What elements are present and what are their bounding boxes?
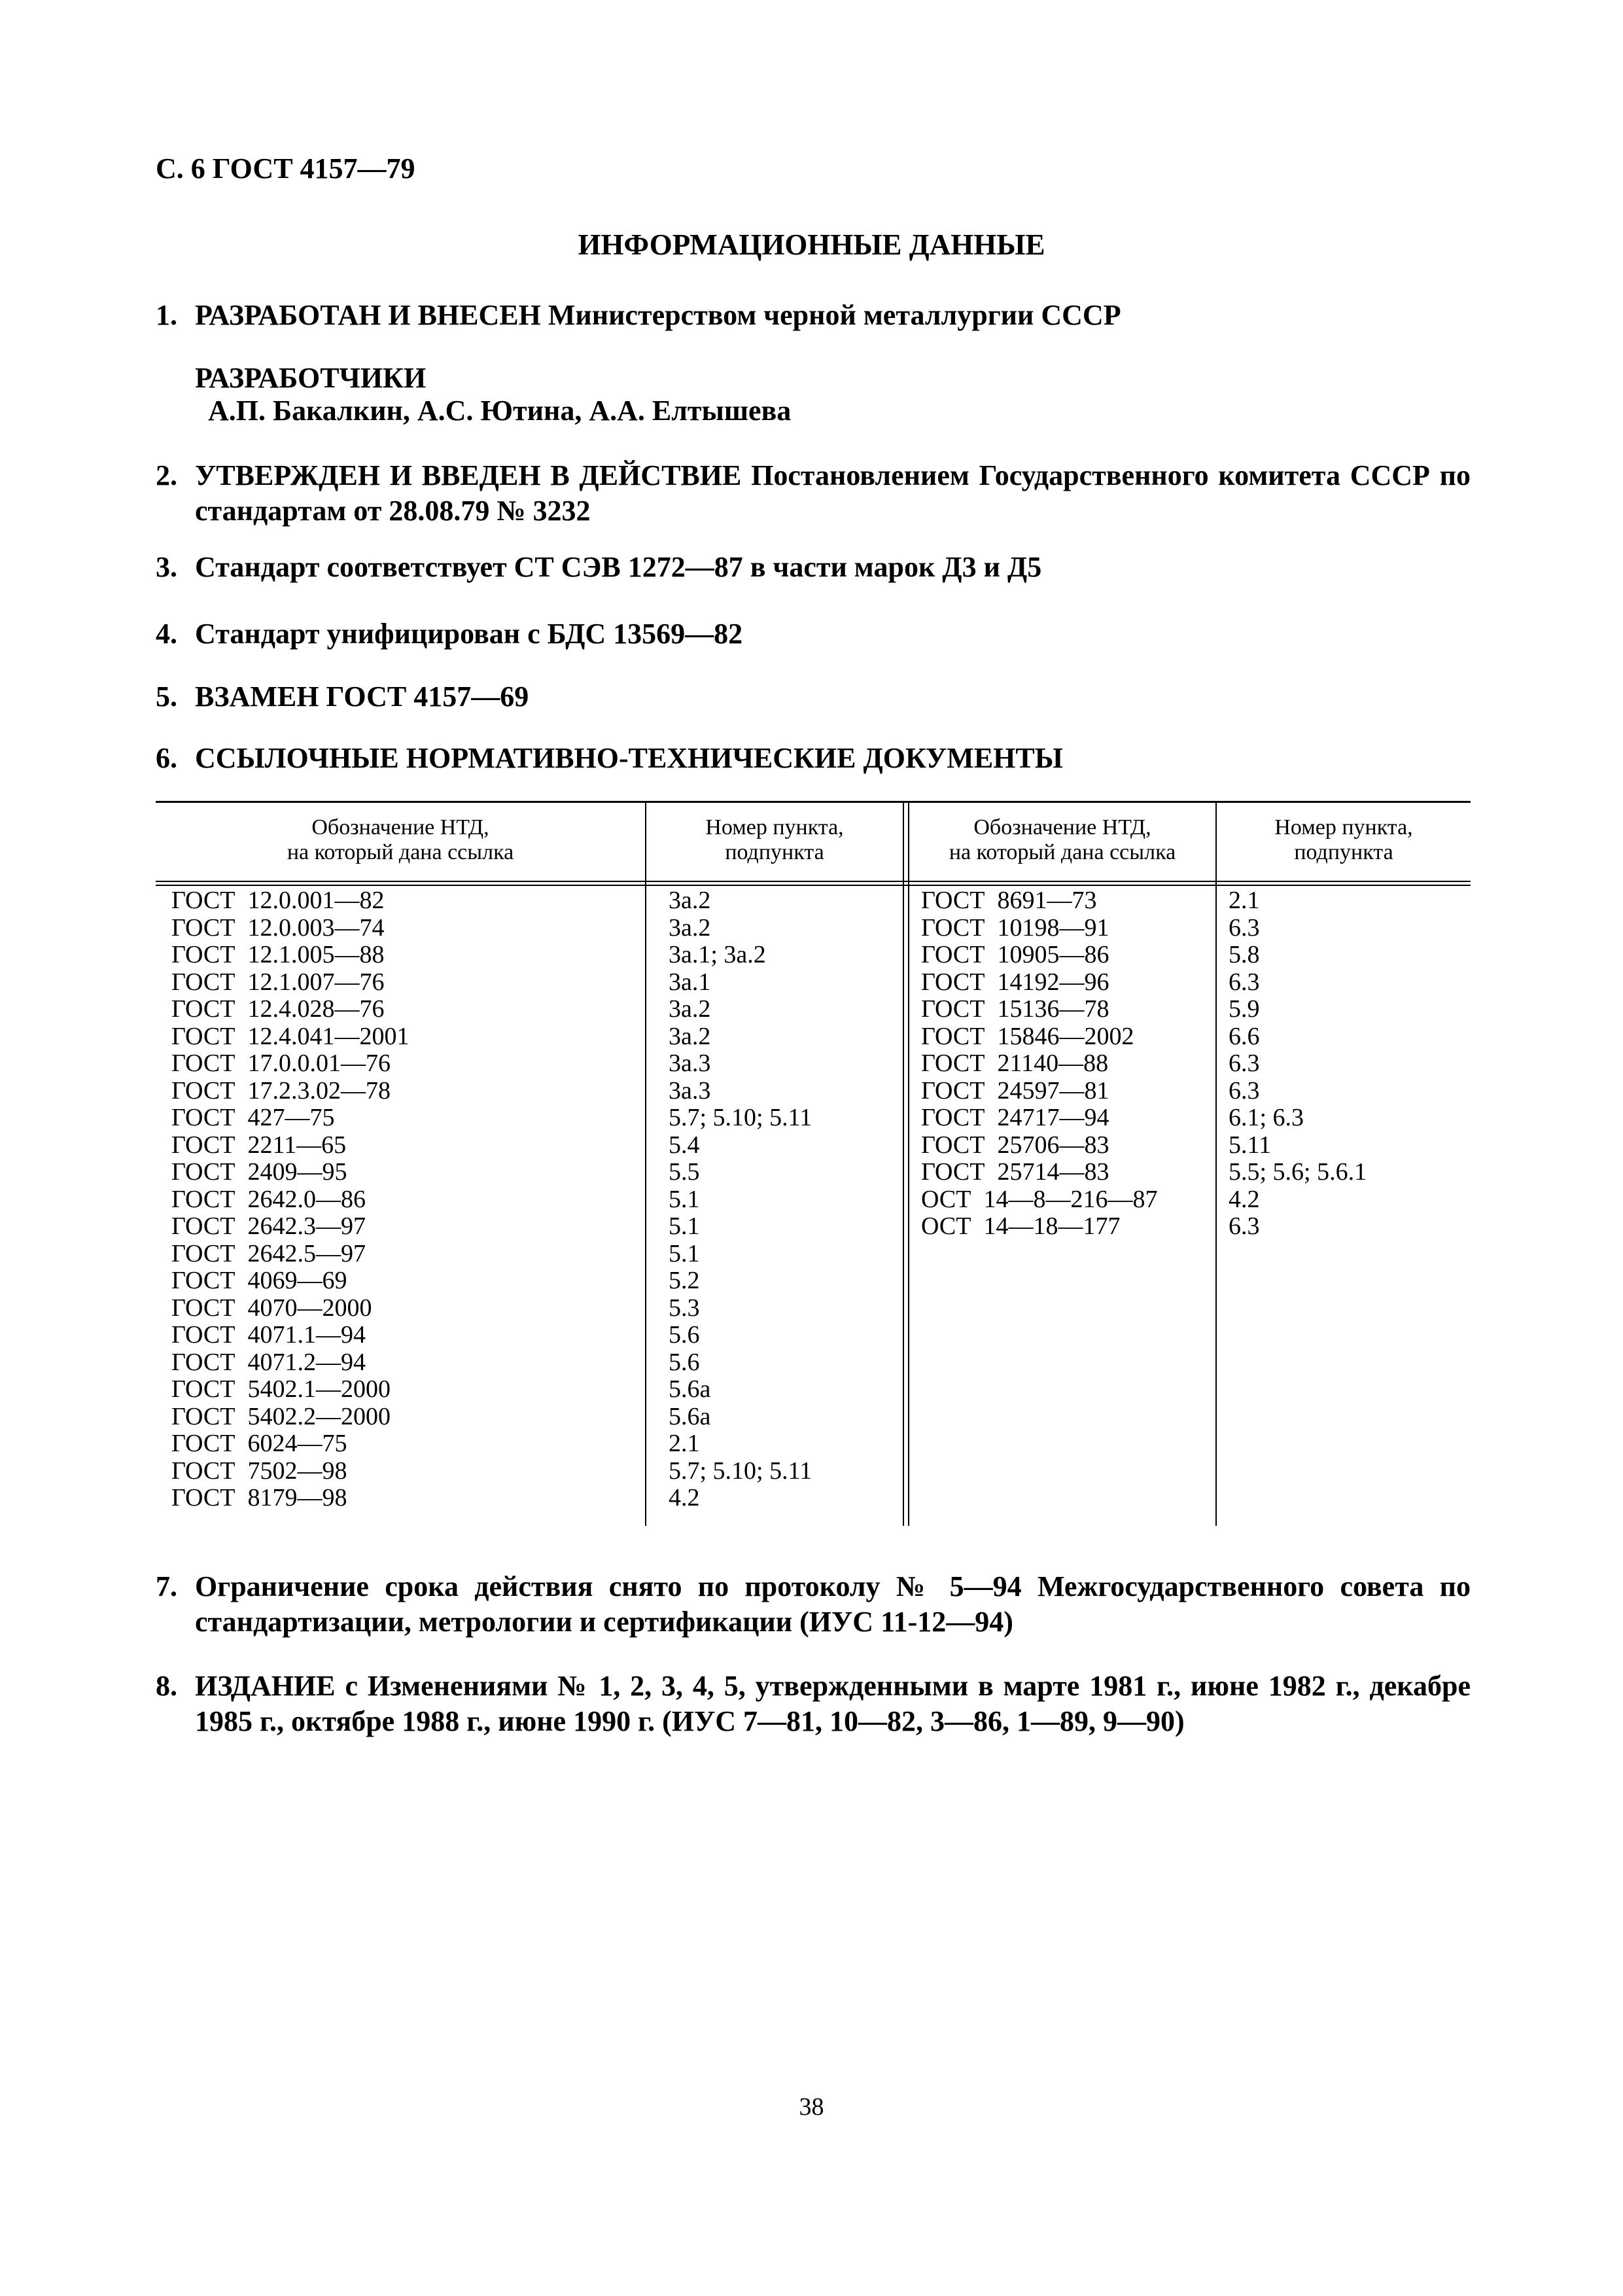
table-cell-doc: ГОСТ 4070—2000 [171,1294,372,1322]
item-4-number: 4. [156,618,177,650]
table-cell-point: 5.6а [669,1402,711,1430]
item-2-text: УТВЕРЖДЕН И ВВЕДЕН В ДЕЙСТВИЕ Постановлением Государственного комитета СССР по стандартам от 28.08.79 № 3232 [195,459,1471,527]
item-8-text: ИЗДАНИЕ с Изменениями № 1, 2, 3, 4, 5, утвержденными в марте 1981 г., июне 1982 г., декабре 1985 г., октябре 1988 г., июне 1990 г. (ИУС 7—81, 10—82, 3—86, 1—89, 9—90) [195,1670,1471,1737]
item-8 [156,1669,1471,1739]
table-cell-doc: ГОСТ 10198—91 [921,913,1109,942]
item-7 [156,1569,1471,1640]
table-cell-doc: ГОСТ 5402.2—2000 [171,1402,391,1430]
developers-names: А.П. Бакалкин, А.С. Ютина, А.А. Елтышева [208,395,792,427]
table-cell-doc: ГОСТ 12.4.041—2001 [171,1022,410,1050]
item-2 [156,458,1471,529]
table-cell-point: 6.6 [1229,1022,1260,1050]
item-3-text: Стандарт соответствует СТ СЭВ 1272—87 в части марок Д3 и Д5 [195,551,1042,583]
page-title: ИНФОРМАЦИОННЫЕ ДАННЫЕ [578,228,1045,261]
table-cell-point: 5.6 [669,1321,700,1349]
table-cell-point: 5.1 [669,1239,700,1267]
item-6-text: ССЫЛОЧНЫЕ НОРМАТИВНО-ТЕХНИЧЕСКИЕ ДОКУМЕНТЫ [195,742,1063,774]
item-1-number: 1. [156,299,177,331]
table-cell-doc: ГОСТ 427—75 [171,1104,335,1131]
table-top-rule [156,801,1471,803]
right-docs-column [921,887,1157,1241]
item-6 [156,741,1471,776]
table-cell-doc: ГОСТ 24717—94 [921,1104,1109,1131]
table-cell-doc: ГОСТ 17.2.3.02—78 [171,1076,391,1104]
column-divider-double [903,801,904,1526]
table-cell-point: 5.4 [669,1131,700,1159]
table-cell-doc: ГОСТ 15846—2002 [921,1022,1134,1050]
table-cell-point: 4.2 [1229,1185,1260,1213]
item-1-text: РАЗРАБОТАН И ВНЕСЕН Министерством черной металлургии СССР [195,299,1121,331]
item-4-text: Стандарт унифицирован с БДС 13569—82 [195,618,743,650]
header-point-right: Номер пункта, подпункта [1274,815,1413,864]
table-cell-doc: ГОСТ 14192—96 [921,968,1109,996]
column-divider [645,801,646,1526]
header-doc-left: Обозначение НТД, на который дана ссылка [287,815,514,864]
table-cell-doc: ГОСТ 2642.3—97 [171,1212,366,1240]
table-cell-point: 6.3 [1229,913,1260,942]
table-cell-point: 6.3 [1229,968,1260,996]
item-3 [156,550,1471,585]
table-cell-point: 3а.2 [669,1022,711,1050]
table-cell-doc: ГОСТ 8179—98 [171,1484,347,1511]
table-cell-point: 5.1 [669,1212,700,1240]
table-cell-doc: ГОСТ 24597—81 [921,1076,1109,1104]
table-cell-doc: ГОСТ 2642.0—86 [171,1185,366,1213]
right-points-column [1229,887,1367,1241]
table-cell-doc: ГОСТ 7502—98 [171,1457,347,1485]
item-8-number: 8. [156,1670,177,1702]
table-cell-point: 6.3 [1229,1050,1260,1077]
developers-block [195,362,791,427]
table-cell-doc: ГОСТ 12.1.007—76 [171,968,385,996]
table-cell-point: 5.11 [1229,1131,1272,1159]
table-cell-doc: ГОСТ 4069—69 [171,1267,347,1294]
table-cell-doc: ГОСТ 25714—83 [921,1158,1109,1186]
table-cell-point: 3а.2 [669,995,711,1023]
table-cell-point: 6.1; 6.3 [1229,1104,1304,1131]
header-doc-right: Обозначение НТД, на который дана ссылка [949,815,1176,864]
table-cell-doc: ГОСТ 2642.5—97 [171,1239,366,1267]
table-cell-doc: ГОСТ 12.4.028—76 [171,995,385,1023]
left-docs-column [171,887,410,1512]
table-cell-doc: ГОСТ 4071.1—94 [171,1321,366,1349]
table-cell-point: 6.3 [1229,1212,1260,1240]
table-header-rule-second [156,885,1471,886]
developers-label: РАЗРАБОТЧИКИ [195,362,427,394]
table-cell-point: 3а.3 [669,1050,711,1077]
table-cell-doc: ГОСТ 10905—86 [921,941,1109,968]
item-4 [156,616,1471,652]
item-1 [156,298,1471,333]
table-cell-point: 5.2 [669,1267,700,1294]
table-cell-point: 3а.1; 3а.2 [669,941,766,968]
table-cell-point: 3а.2 [669,887,711,914]
left-points-column [669,887,812,1512]
table-cell-doc: ГОСТ 25706—83 [921,1131,1109,1159]
table-cell-point: 5.7; 5.10; 5.11 [669,1104,812,1131]
table-cell-point: 5.8 [1229,941,1260,968]
item-7-number: 7. [156,1570,177,1602]
item-7-text: Ограничение срока действия снято по протоколу № 5—94 Межгосударственного совета по стандартизации, метрологии и сертификации (ИУС 11-12—94) [195,1570,1471,1638]
table-cell-doc: ГОСТ 5402.1—2000 [171,1375,391,1403]
table-cell-point: 3а.3 [669,1076,711,1104]
table-cell-doc: ГОСТ 4071.2—94 [171,1348,366,1376]
table-cell-point: 5.7; 5.10; 5.11 [669,1457,812,1485]
table-cell-doc: ГОСТ 12.0.003—74 [171,913,385,942]
table-cell-doc: ГОСТ 2211—65 [171,1131,347,1159]
table-header-rule [156,881,1471,882]
table-cell-doc: ГОСТ 17.0.0.01—76 [171,1050,391,1077]
table-cell-point: 4.2 [669,1484,700,1511]
table-cell-doc: ОСТ 14—18—177 [921,1212,1121,1240]
table-cell-point: 3а.1 [669,968,711,996]
item-5 [156,679,1471,715]
page-header: С. 6 ГОСТ 4157—79 [156,152,415,185]
table-cell-doc: ГОСТ 2409—95 [171,1158,347,1186]
item-6-number: 6. [156,742,177,774]
column-divider [1215,801,1217,1526]
table-cell-point: 6.3 [1229,1076,1260,1104]
item-5-number: 5. [156,680,177,713]
table-cell-point: 5.9 [1229,995,1260,1023]
table-cell-doc: ОСТ 14—8—216—87 [921,1185,1158,1213]
header-point-left: Номер пункта, подпункта [705,815,844,864]
table-cell-point: 5.3 [669,1294,700,1322]
table-cell-point: 5.6а [669,1375,711,1403]
table-cell-point: 2.1 [1229,887,1260,914]
table-cell-doc: ГОСТ 15136—78 [921,995,1109,1023]
table-cell-doc: ГОСТ 8691—73 [921,887,1097,914]
table-cell-point: 5.5; 5.6; 5.6.1 [1229,1158,1367,1186]
table-cell-point: 5.5 [669,1158,700,1186]
table-cell-doc: ГОСТ 6024—75 [171,1430,347,1457]
item-3-number: 3. [156,551,177,583]
column-divider-double [908,801,909,1526]
item-5-text: ВЗАМЕН ГОСТ 4157—69 [195,680,529,713]
page-number: 38 [799,2093,824,2121]
table-cell-doc: ГОСТ 12.0.001—82 [171,887,385,914]
table-cell-point: 5.1 [669,1185,700,1213]
reference-documents-table [156,801,1471,1526]
table-cell-doc: ГОСТ 12.1.005—88 [171,941,385,968]
table-cell-point: 5.6 [669,1348,700,1376]
table-cell-doc: ГОСТ 21140—88 [921,1050,1109,1077]
item-2-number: 2. [156,459,177,491]
table-cell-point: 2.1 [669,1430,700,1457]
table-cell-point: 3а.2 [669,913,711,942]
